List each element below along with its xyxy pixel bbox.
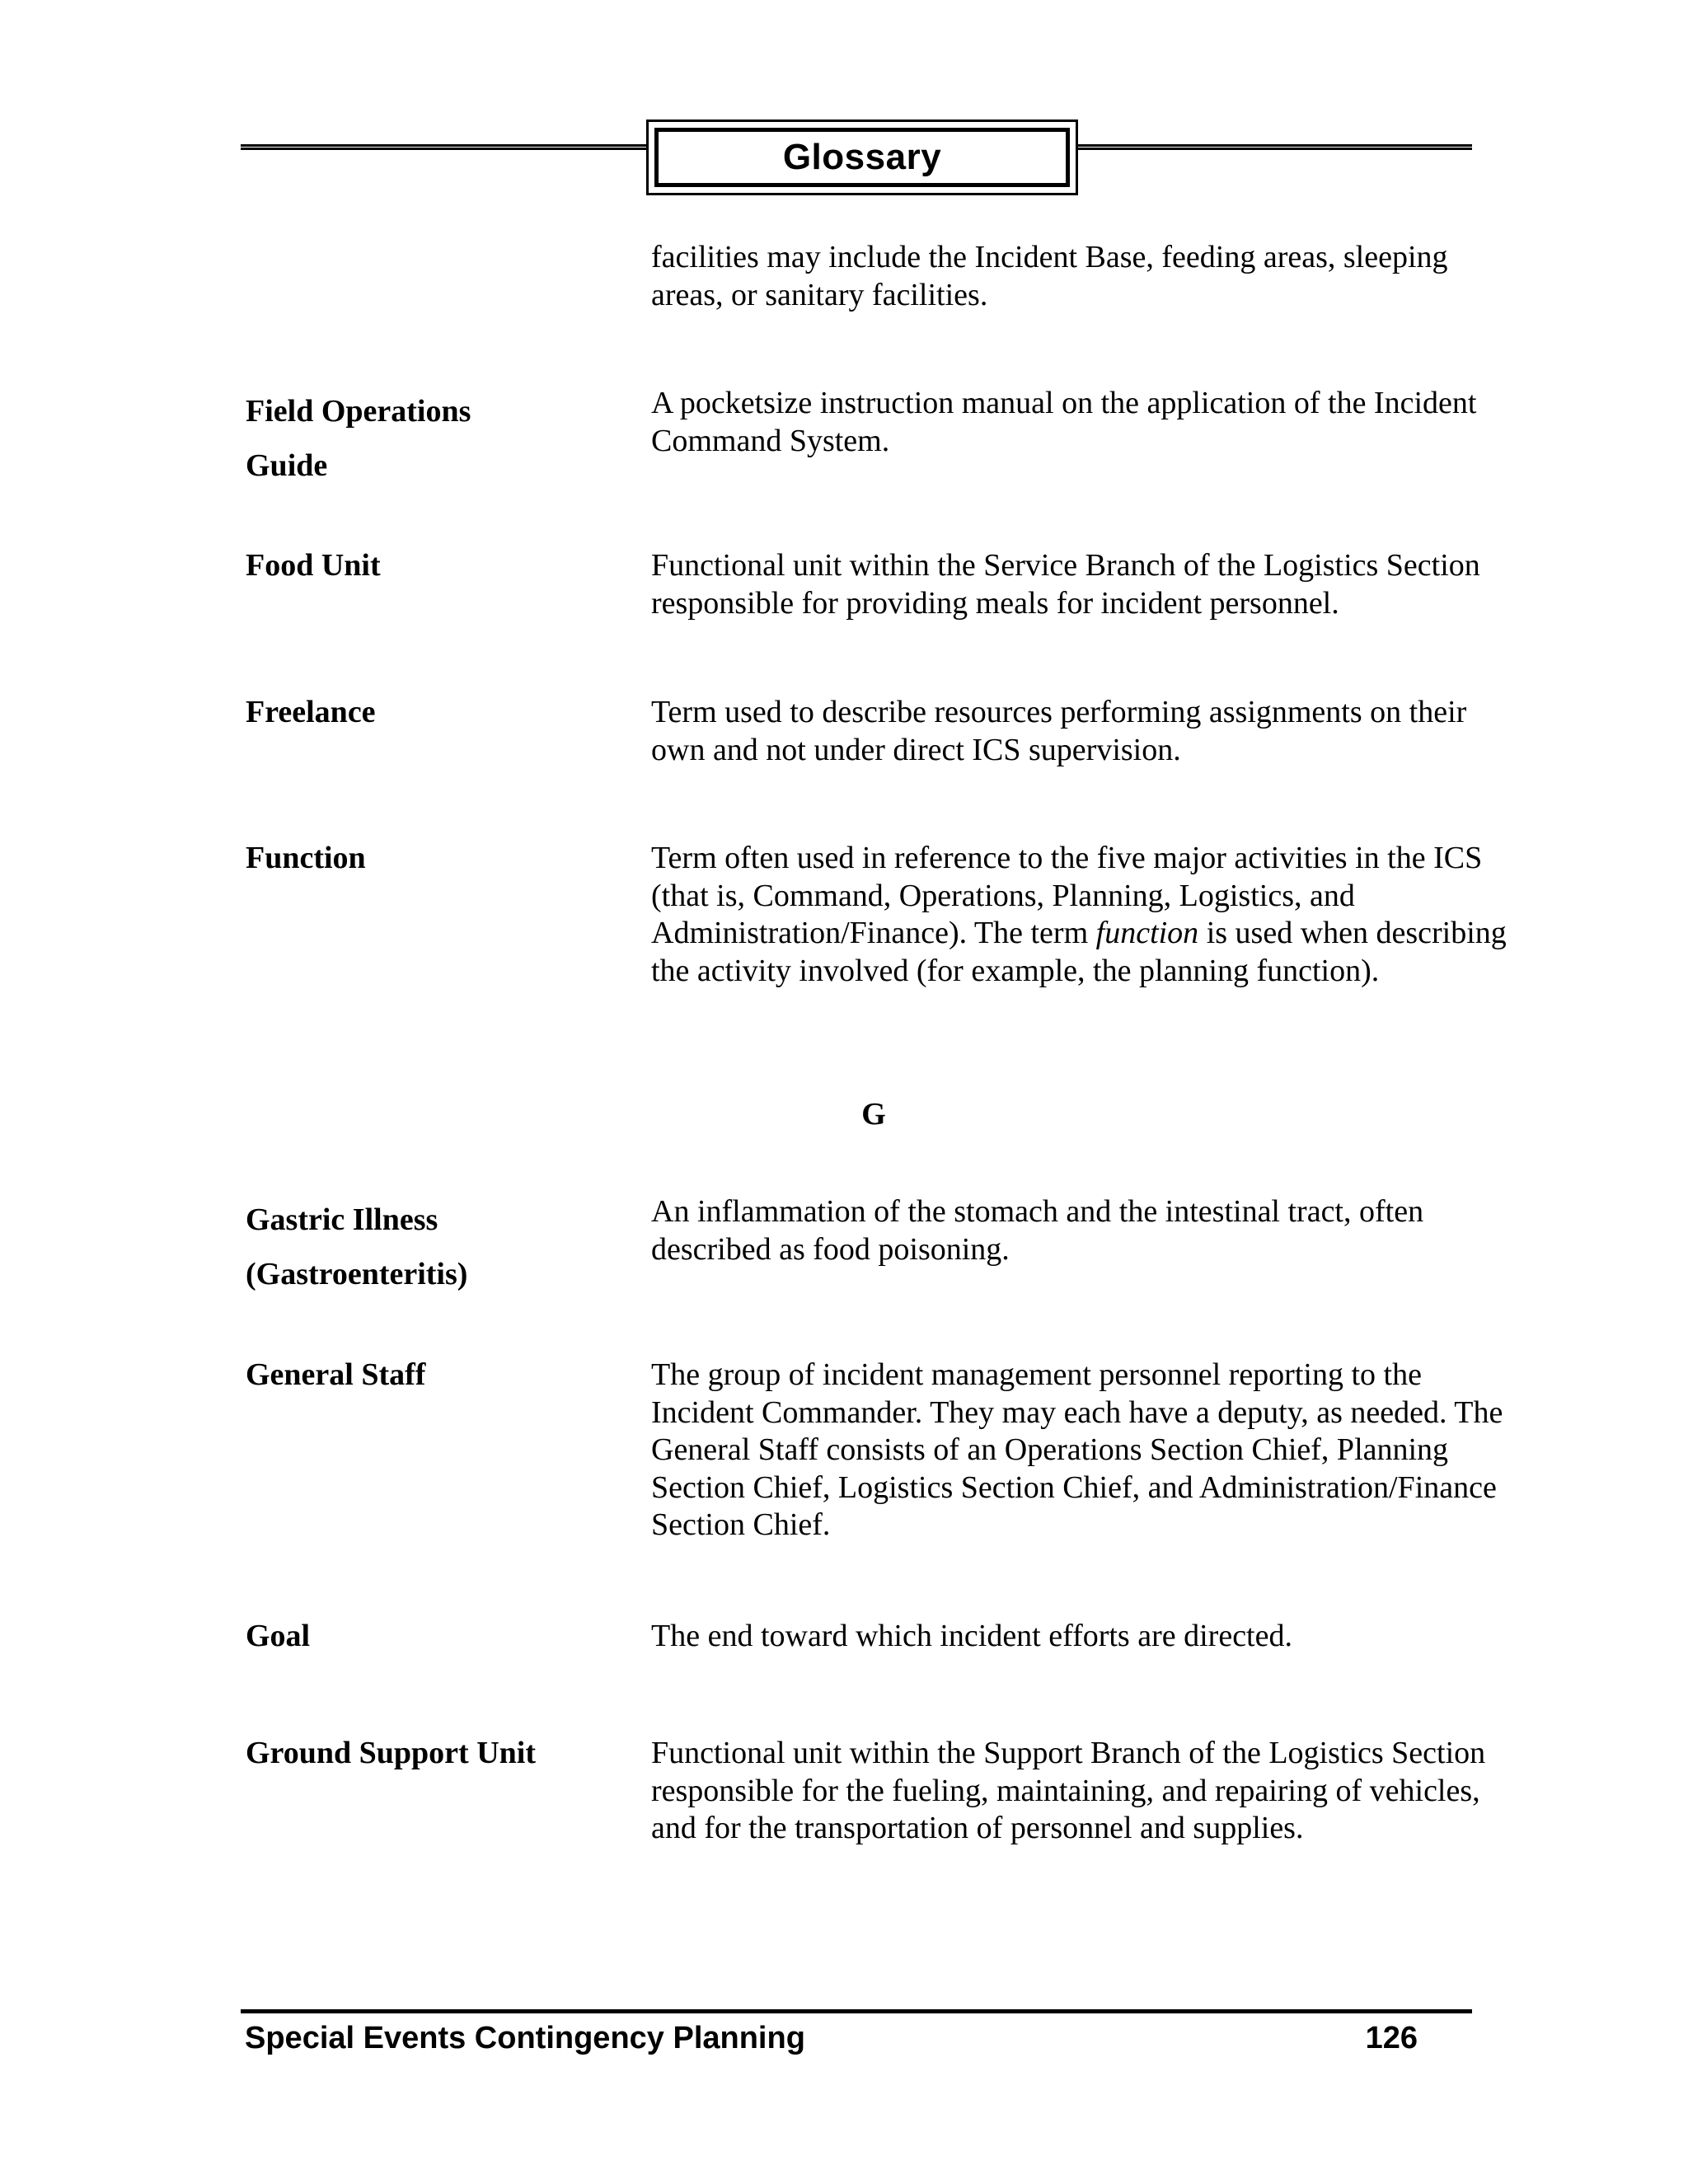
page-title: Glossary <box>782 137 942 177</box>
glossary-definition: The end toward which incident efforts are directed. <box>651 1619 1292 1653</box>
glossary-term <box>246 547 625 585</box>
definition-text: is used when describing the activity involved (for example, the planning function). <box>651 916 1507 988</box>
footer-title: Special Events Contingency Planning <box>245 2021 805 2055</box>
section-letter: G <box>861 1097 886 1132</box>
glossary-definition: Functional unit within the Service Branch of the Logistics Section responsible for providing meals for incident personnel. <box>651 548 1480 621</box>
definition-emphasis: function <box>1095 916 1199 950</box>
glossary-term <box>246 840 625 878</box>
glossary-header-inner <box>654 128 1070 187</box>
term-line: Ground Support Unit <box>246 1736 536 1770</box>
glossary-term <box>246 384 625 493</box>
term-line: Freelance <box>246 695 376 729</box>
term-line: General Staff <box>246 1357 426 1392</box>
page-number: 126 <box>1365 2021 1418 2055</box>
term-line: Field Operations <box>246 394 471 429</box>
glossary-term <box>246 1618 625 1656</box>
footer-rule <box>241 2009 1472 2013</box>
glossary-term <box>246 1193 625 1301</box>
term-line: (Gastroenteritis) <box>246 1257 468 1291</box>
term-line: Gastric Illness <box>246 1202 438 1237</box>
glossary-definition <box>651 840 1517 990</box>
glossary-definition: Term used to describe resources performing assignments on their own and not under direct ICS supervision. <box>651 695 1467 767</box>
glossary-term <box>246 1357 625 1394</box>
term-line: Guide <box>246 448 328 483</box>
glossary-term <box>246 694 625 732</box>
glossary-term <box>246 1735 625 1773</box>
glossary-definition: An inflammation of the stomach and the intestinal tract, often described as food poisoning. <box>651 1194 1424 1267</box>
glossary-definition: Functional unit within the Support Branch of the Logistics Section responsible for the fueling, maintaining, and repairing of vehicles, and for the transportation of personnel and supplies. <box>651 1736 1486 1845</box>
header-rule-left <box>241 144 647 150</box>
glossary-header-box <box>646 120 1078 195</box>
term-line: Food Unit <box>246 548 381 583</box>
term-line: Goal <box>246 1619 311 1653</box>
glossary-definition: The group of incident management personnel reporting to the Incident Commander. They may each have a deputy, as needed. The General Staff consists of an Operations Section Chief, Planning Section Chief, Logistics Section Chief, and Administration/Finance Section Chief. <box>651 1357 1503 1542</box>
term-line: Function <box>246 841 366 875</box>
header-rule-right <box>1078 144 1472 150</box>
continued-definition: facilities may include the Incident Base, feeding areas, sleeping areas, or sanitary facilities. <box>651 240 1448 312</box>
definition-text: Term often used in reference to the five major activities in the ICS (that is, Command, Operations, Planning, Logistics, and Administration/Finance). The term <box>651 841 1483 950</box>
glossary-definition: A pocketsize instruction manual on the application of the Incident Command System. <box>651 386 1477 458</box>
